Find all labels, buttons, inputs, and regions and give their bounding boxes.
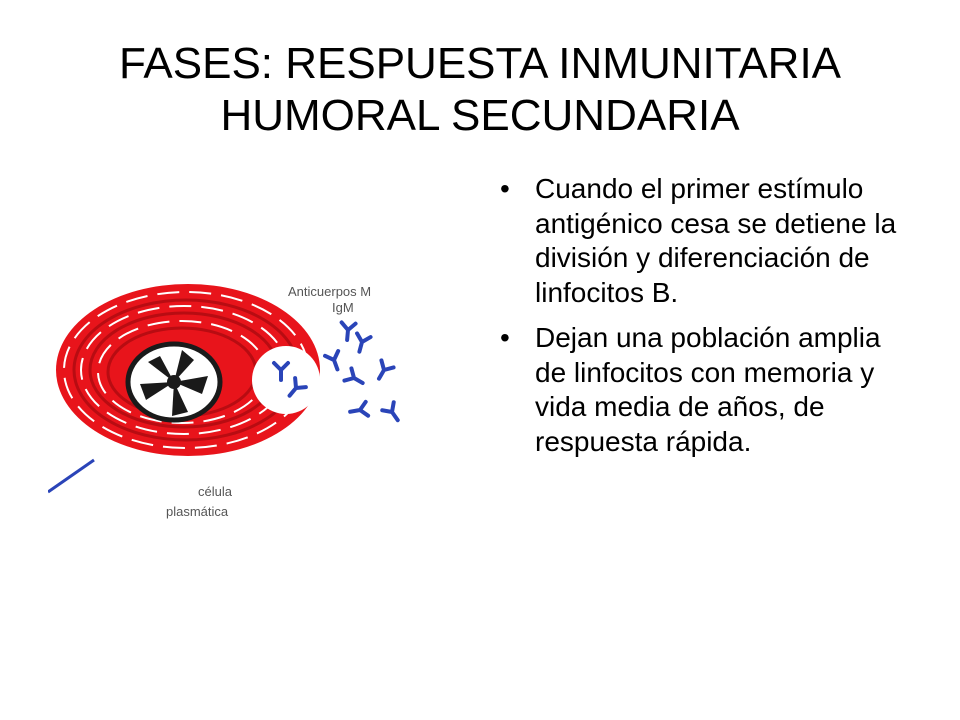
bullet-item — [497, 172, 897, 310]
antibody-icon — [325, 351, 344, 372]
slide-title-line-1: FASES: RESPUESTA INMUNITARIA — [118, 39, 842, 88]
antibody-icon — [344, 368, 366, 389]
slide-title-line-2: HUMORAL SECUNDARIA — [220, 91, 740, 140]
antibody-icon — [340, 322, 355, 340]
secretion-vesicle — [252, 346, 320, 414]
antibody-label-line-2: IgM — [332, 300, 354, 315]
antibody-icon — [382, 402, 403, 424]
cell-label-line-2: plasmática — [166, 504, 229, 519]
bullet-text: Dejan una población amplia de linfocitos con memoria y vida media de años, de respuesta rápida. — [535, 322, 881, 457]
bullet-list — [497, 172, 897, 470]
plasma-cell-figure — [48, 270, 440, 530]
bullet-mark: • — [500, 322, 510, 353]
cell-label-line-1: célula — [198, 484, 232, 499]
slide-title — [40, 38, 920, 142]
bullet-text: Cuando el primer estímulo antigénico cesa se detiene la división y diferenciación de linfocitos B. — [535, 173, 897, 308]
antibody-label-line-1: Anticuerpos M — [288, 284, 372, 299]
antibody-icon — [349, 402, 368, 419]
plasma-cell-illustration — [48, 270, 440, 530]
antibody-icon — [353, 333, 371, 353]
antibody-icon — [373, 360, 394, 382]
bullet-mark: • — [500, 173, 510, 204]
pointer-line — [48, 460, 94, 492]
bullet-item — [497, 321, 897, 459]
